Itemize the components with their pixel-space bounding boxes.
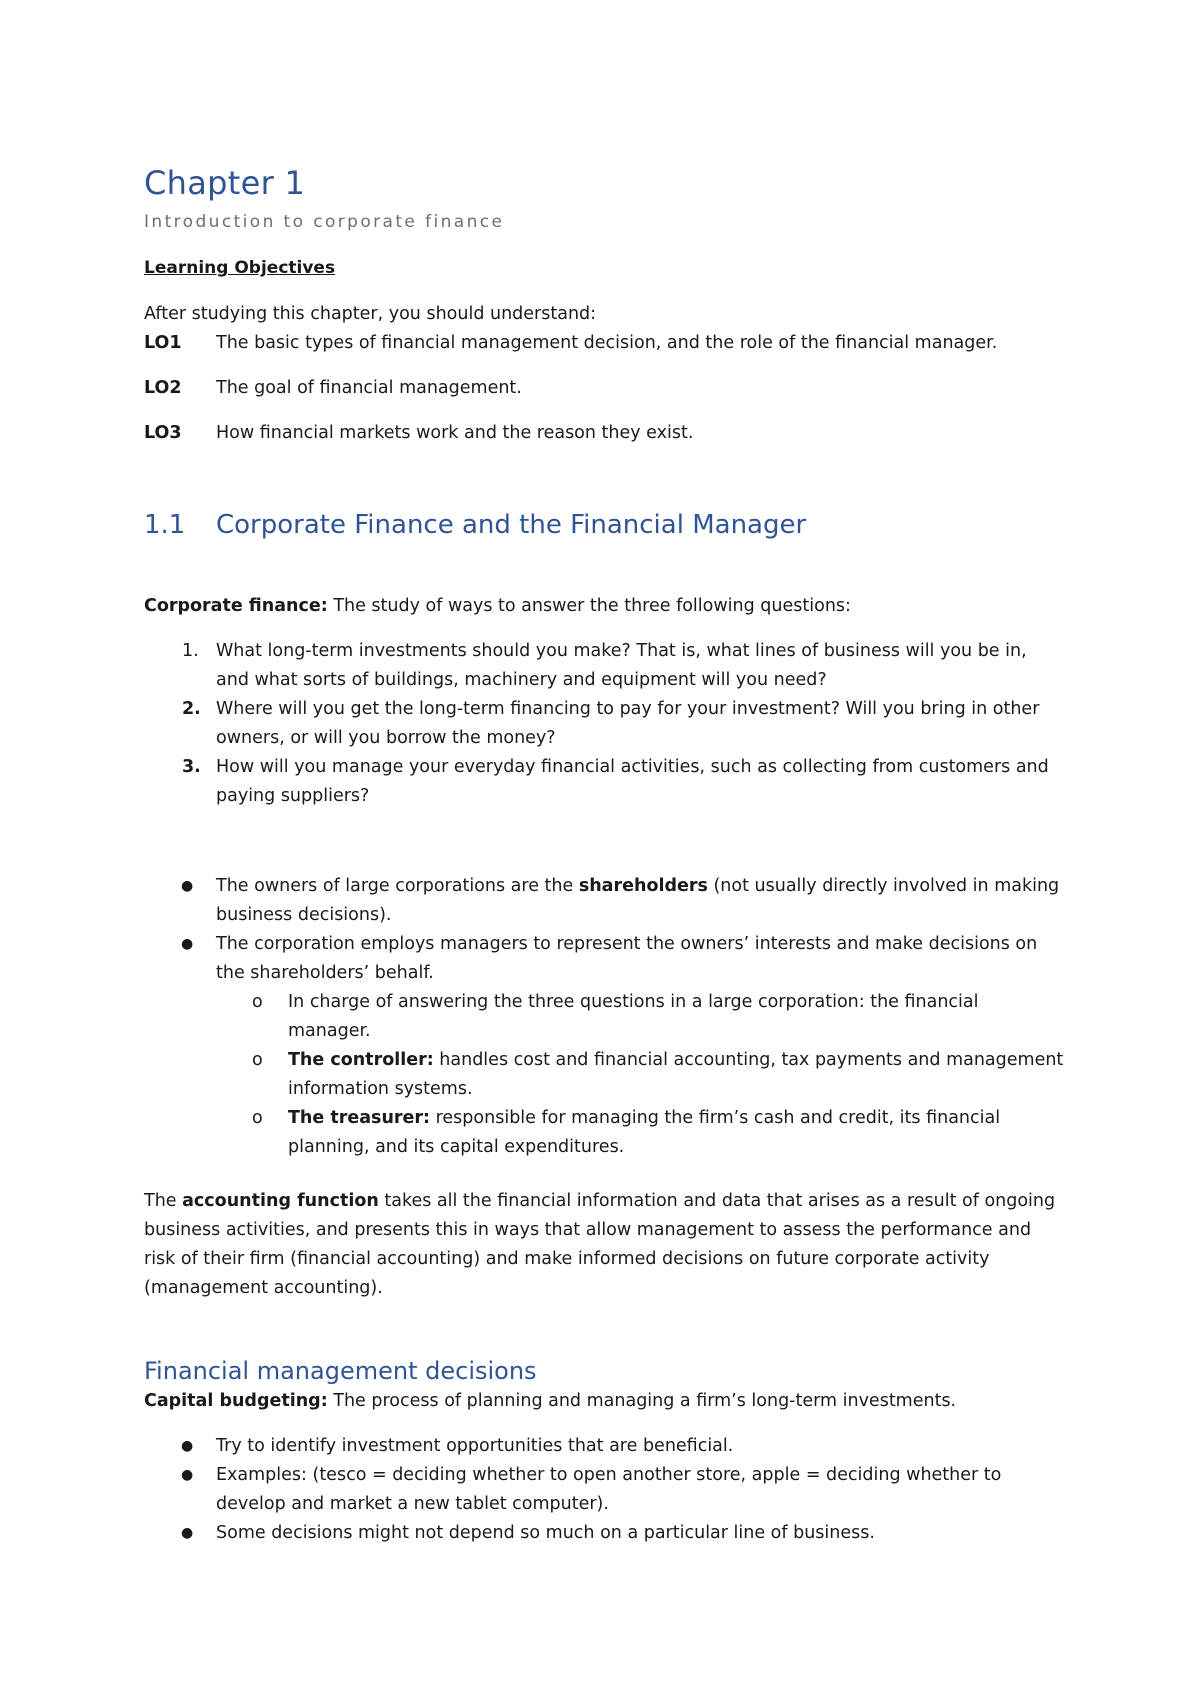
- list-number: 2.: [182, 699, 201, 719]
- owners-bullet-list: [144, 872, 1064, 1162]
- bullet-icon: ●: [181, 878, 194, 894]
- financial-management-decisions-heading: Financial management decisions: [144, 1357, 537, 1385]
- definition-text: The process of planning and managing a firm’s long-term investments.: [327, 1391, 957, 1411]
- circle-bullet-icon: o: [252, 1108, 263, 1128]
- sub-item-term: The controller:: [288, 1050, 434, 1070]
- accounting-function-term: accounting function: [182, 1191, 379, 1211]
- lo-code: LO2: [144, 378, 182, 398]
- list-item: [144, 872, 1064, 930]
- accounting-function-paragraph: [144, 1187, 1064, 1303]
- section-number: 1.1: [144, 510, 186, 540]
- capital-budgeting-bullets: [144, 1432, 1064, 1548]
- lo-code: LO3: [144, 423, 182, 443]
- list-item-text: (not usually directly involved in making business decisions).: [216, 876, 1060, 925]
- lo-text: How financial markets work and the reason they exist.: [216, 423, 694, 443]
- section-heading: Corporate Finance and the Financial Manager: [216, 510, 807, 540]
- questions-list: [144, 637, 1064, 811]
- sub-list: [216, 988, 1064, 1162]
- list-item: [144, 695, 1064, 753]
- shareholders-term: shareholders: [578, 876, 708, 896]
- sub-list-item: [216, 1104, 1064, 1162]
- capital-budgeting-definition: [144, 1387, 1064, 1416]
- sub-item-text: responsible for managing the firm’s cash and credit, its financial planning, and its capital expenditures.: [288, 1108, 1001, 1157]
- list-item-text: Try to identify investment opportunities that are beneficial.: [216, 1436, 734, 1456]
- paragraph-text: takes all the financial information and data that arises as a result of ongoing business activities, and presents this in ways that allow management to assess the performance and risk of their firm (financial accounting) and make informed decisions on future corporate activity (management accounting).: [144, 1191, 1056, 1298]
- list-item: [144, 637, 1064, 695]
- circle-bullet-icon: o: [252, 992, 263, 1012]
- sub-list-item: [216, 1046, 1064, 1104]
- lo-text: The basic types of financial management decision, and the role of the financial manager.: [216, 333, 998, 353]
- list-item: [144, 930, 1064, 1162]
- chapter-title: Chapter 1: [144, 164, 306, 202]
- sub-list-item: [216, 988, 1064, 1046]
- bullet-icon: ●: [181, 1438, 194, 1454]
- definition-text: The study of ways to answer the three following questions:: [327, 596, 851, 616]
- list-item-text: Examples: (tesco = deciding whether to open another store, apple = deciding whether to develop and market a new tablet computer).: [216, 1465, 1002, 1514]
- list-item-text: The owners of large corporations are the: [216, 876, 579, 896]
- sub-item-text: In charge of answering the three questions in a large corporation: the financial manager.: [288, 992, 979, 1041]
- lo-text: The goal of financial management.: [216, 378, 522, 398]
- sub-item-text: handles cost and financial accounting, tax payments and management information systems.: [288, 1050, 1064, 1099]
- list-item: [144, 1432, 1064, 1461]
- bullet-icon: ●: [181, 936, 194, 952]
- bullet-icon: ●: [181, 1467, 194, 1483]
- sub-item-term: The treasurer:: [288, 1108, 431, 1128]
- learning-objectives-heading: Learning Objectives: [144, 258, 336, 278]
- bullet-icon: ●: [181, 1525, 194, 1541]
- list-item: [144, 1519, 1064, 1548]
- list-item-text: How will you manage your everyday financial activities, such as collecting from customers and paying suppliers?: [216, 757, 1049, 806]
- objectives-intro: After studying this chapter, you should understand:: [144, 304, 597, 324]
- list-item-text: What long-term investments should you make? That is, what lines of business will you be in, and what sorts of buildings, machinery and equipment will you need?: [216, 641, 1027, 690]
- list-number: 3.: [182, 757, 201, 777]
- capital-budgeting-term: Capital budgeting:: [144, 1391, 328, 1411]
- definition-term: Corporate finance:: [144, 596, 328, 616]
- chapter-subtitle: Introduction to corporate finance: [144, 212, 505, 232]
- list-item: [144, 1461, 1064, 1519]
- list-item-text: Some decisions might not depend so much on a particular line of business.: [216, 1523, 875, 1543]
- paragraph-text: The: [144, 1191, 183, 1211]
- list-item-text: The corporation employs managers to represent the owners’ interests and make decisions on the shareholders’ behalf.: [216, 934, 1038, 983]
- corporate-finance-definition: [144, 592, 1064, 621]
- list-item-text: Where will you get the long-term financing to pay for your investment? Will you bring in other owners, or will you borrow the money?: [216, 699, 1040, 748]
- lo-code: LO1: [144, 333, 182, 353]
- list-number: 1.: [182, 641, 199, 661]
- list-item: [144, 753, 1064, 811]
- circle-bullet-icon: o: [252, 1050, 263, 1070]
